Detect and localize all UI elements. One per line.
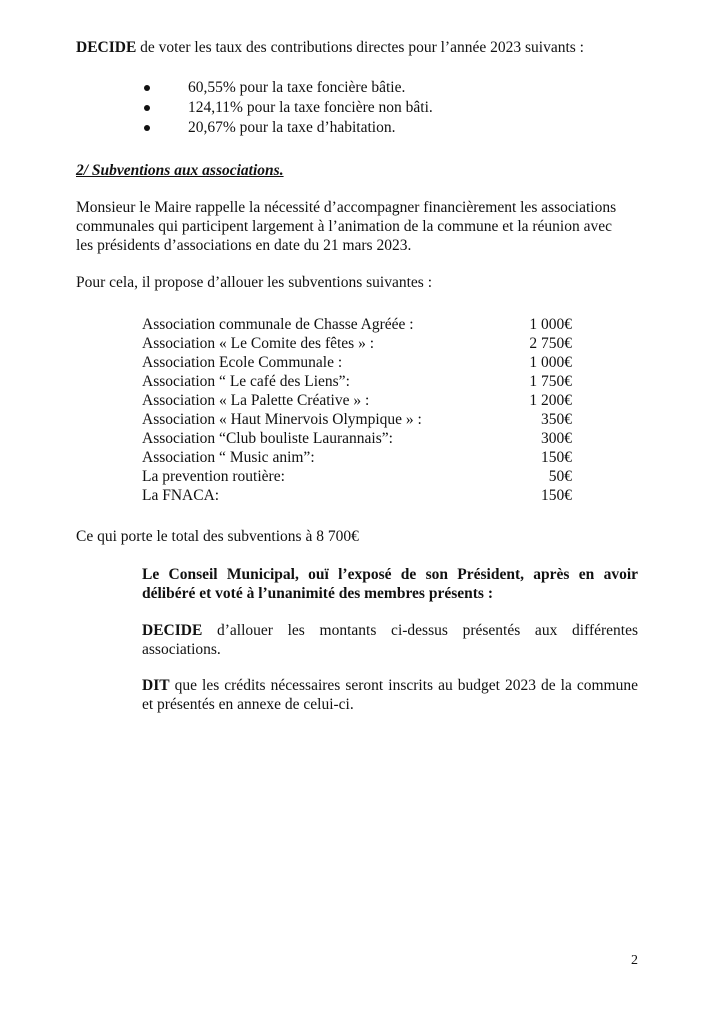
decide-keyword: DECIDE bbox=[142, 622, 203, 639]
table-row bbox=[142, 391, 572, 410]
association-name: Association “ Le café des Liens”: bbox=[142, 373, 350, 390]
table-row bbox=[142, 410, 572, 429]
decide-keyword: DECIDE bbox=[76, 39, 137, 56]
bullet-icon bbox=[144, 105, 150, 111]
tax-rate-text: 60,55% pour la taxe foncière bâtie. bbox=[188, 79, 406, 96]
subsidy-amount: 150€ bbox=[541, 487, 572, 504]
dit-text: que les crédits nécessaires seront inscrits au budget 2023 de la commune et présentés en annexe de celui-ci. bbox=[142, 677, 638, 713]
decide-allocation-text: d’allouer les montants ci-dessus présentés aux différentes associations. bbox=[142, 622, 638, 658]
dit-paragraph bbox=[142, 676, 638, 714]
list-item bbox=[142, 118, 433, 138]
bullet-icon bbox=[144, 85, 150, 91]
association-name: Association « Haut Minervois Olympique » : bbox=[142, 411, 422, 428]
intro-line: les présidents d’associations en date du 21 mars 2023. bbox=[76, 237, 412, 254]
subsidy-amount: 350€ bbox=[541, 411, 572, 428]
decide-rates-paragraph bbox=[76, 38, 638, 57]
decide-rates-text: de voter les taux des contributions directes pour l’année 2023 suivants : bbox=[136, 39, 584, 56]
tax-rate-text: 124,11% pour la taxe foncière non bâti. bbox=[188, 99, 433, 116]
page-number: 2 bbox=[631, 953, 638, 968]
association-name: Association Ecole Communale : bbox=[142, 354, 343, 371]
intro-line: communales qui participent largement à l’animation de la commune et la réunion avec bbox=[76, 218, 612, 235]
table-row bbox=[142, 353, 572, 372]
tax-rate-text: 20,67% pour la taxe d’habitation. bbox=[188, 119, 396, 136]
table-row bbox=[142, 467, 572, 486]
subsidy-amount: 50€ bbox=[548, 468, 572, 485]
table-row bbox=[142, 429, 572, 448]
tax-rates-list bbox=[142, 78, 433, 138]
total-subsidies-text: Ce qui porte le total des subventions à 8 700€ bbox=[76, 528, 359, 545]
association-name: Association « La Palette Créative » : bbox=[142, 392, 370, 409]
list-item bbox=[142, 98, 433, 118]
intro-line: Monsieur le Maire rappelle la nécessité d’accompagner financièrement les associations bbox=[76, 199, 617, 216]
propose-paragraph: Pour cela, il propose d’allouer les subventions suivantes : bbox=[76, 274, 433, 291]
association-name: Association “ Music anim”: bbox=[142, 449, 315, 466]
association-name: Association communale de Chasse Agréée : bbox=[142, 316, 414, 333]
association-name: Association “Club bouliste Laurannais”: bbox=[142, 430, 393, 447]
table-row bbox=[142, 334, 572, 353]
section-title: 2/ Subventions aux associations. bbox=[76, 162, 284, 179]
table-row bbox=[142, 486, 572, 505]
table-row bbox=[142, 448, 572, 467]
table-row bbox=[142, 372, 572, 391]
dit-keyword: DIT bbox=[142, 677, 170, 694]
council-statement: Le Conseil Municipal, ouï l’exposé de son Président, après en avoir délibéré et voté à l’unanimité des membres présents : bbox=[142, 566, 638, 602]
table-row bbox=[142, 315, 572, 334]
bullet-icon bbox=[144, 125, 150, 131]
subsidy-amount: 1 000€ bbox=[529, 316, 572, 333]
subsidy-amount: 2 750€ bbox=[529, 335, 572, 352]
list-item bbox=[142, 78, 433, 98]
subsidy-amount: 1 000€ bbox=[529, 354, 572, 371]
subsidy-amount: 1 200€ bbox=[529, 392, 572, 409]
subsidy-amount: 1 750€ bbox=[529, 373, 572, 390]
section-intro-paragraph bbox=[76, 198, 638, 255]
association-name: La prevention routière: bbox=[142, 468, 285, 485]
association-name: La FNACA: bbox=[142, 487, 220, 504]
decide-allocation-paragraph bbox=[142, 621, 638, 659]
subsidy-amount: 150€ bbox=[541, 449, 572, 466]
subsidy-amount: 300€ bbox=[541, 430, 572, 447]
association-name: Association « Le Comite des fêtes » : bbox=[142, 335, 375, 352]
subsidies-table bbox=[142, 315, 572, 505]
